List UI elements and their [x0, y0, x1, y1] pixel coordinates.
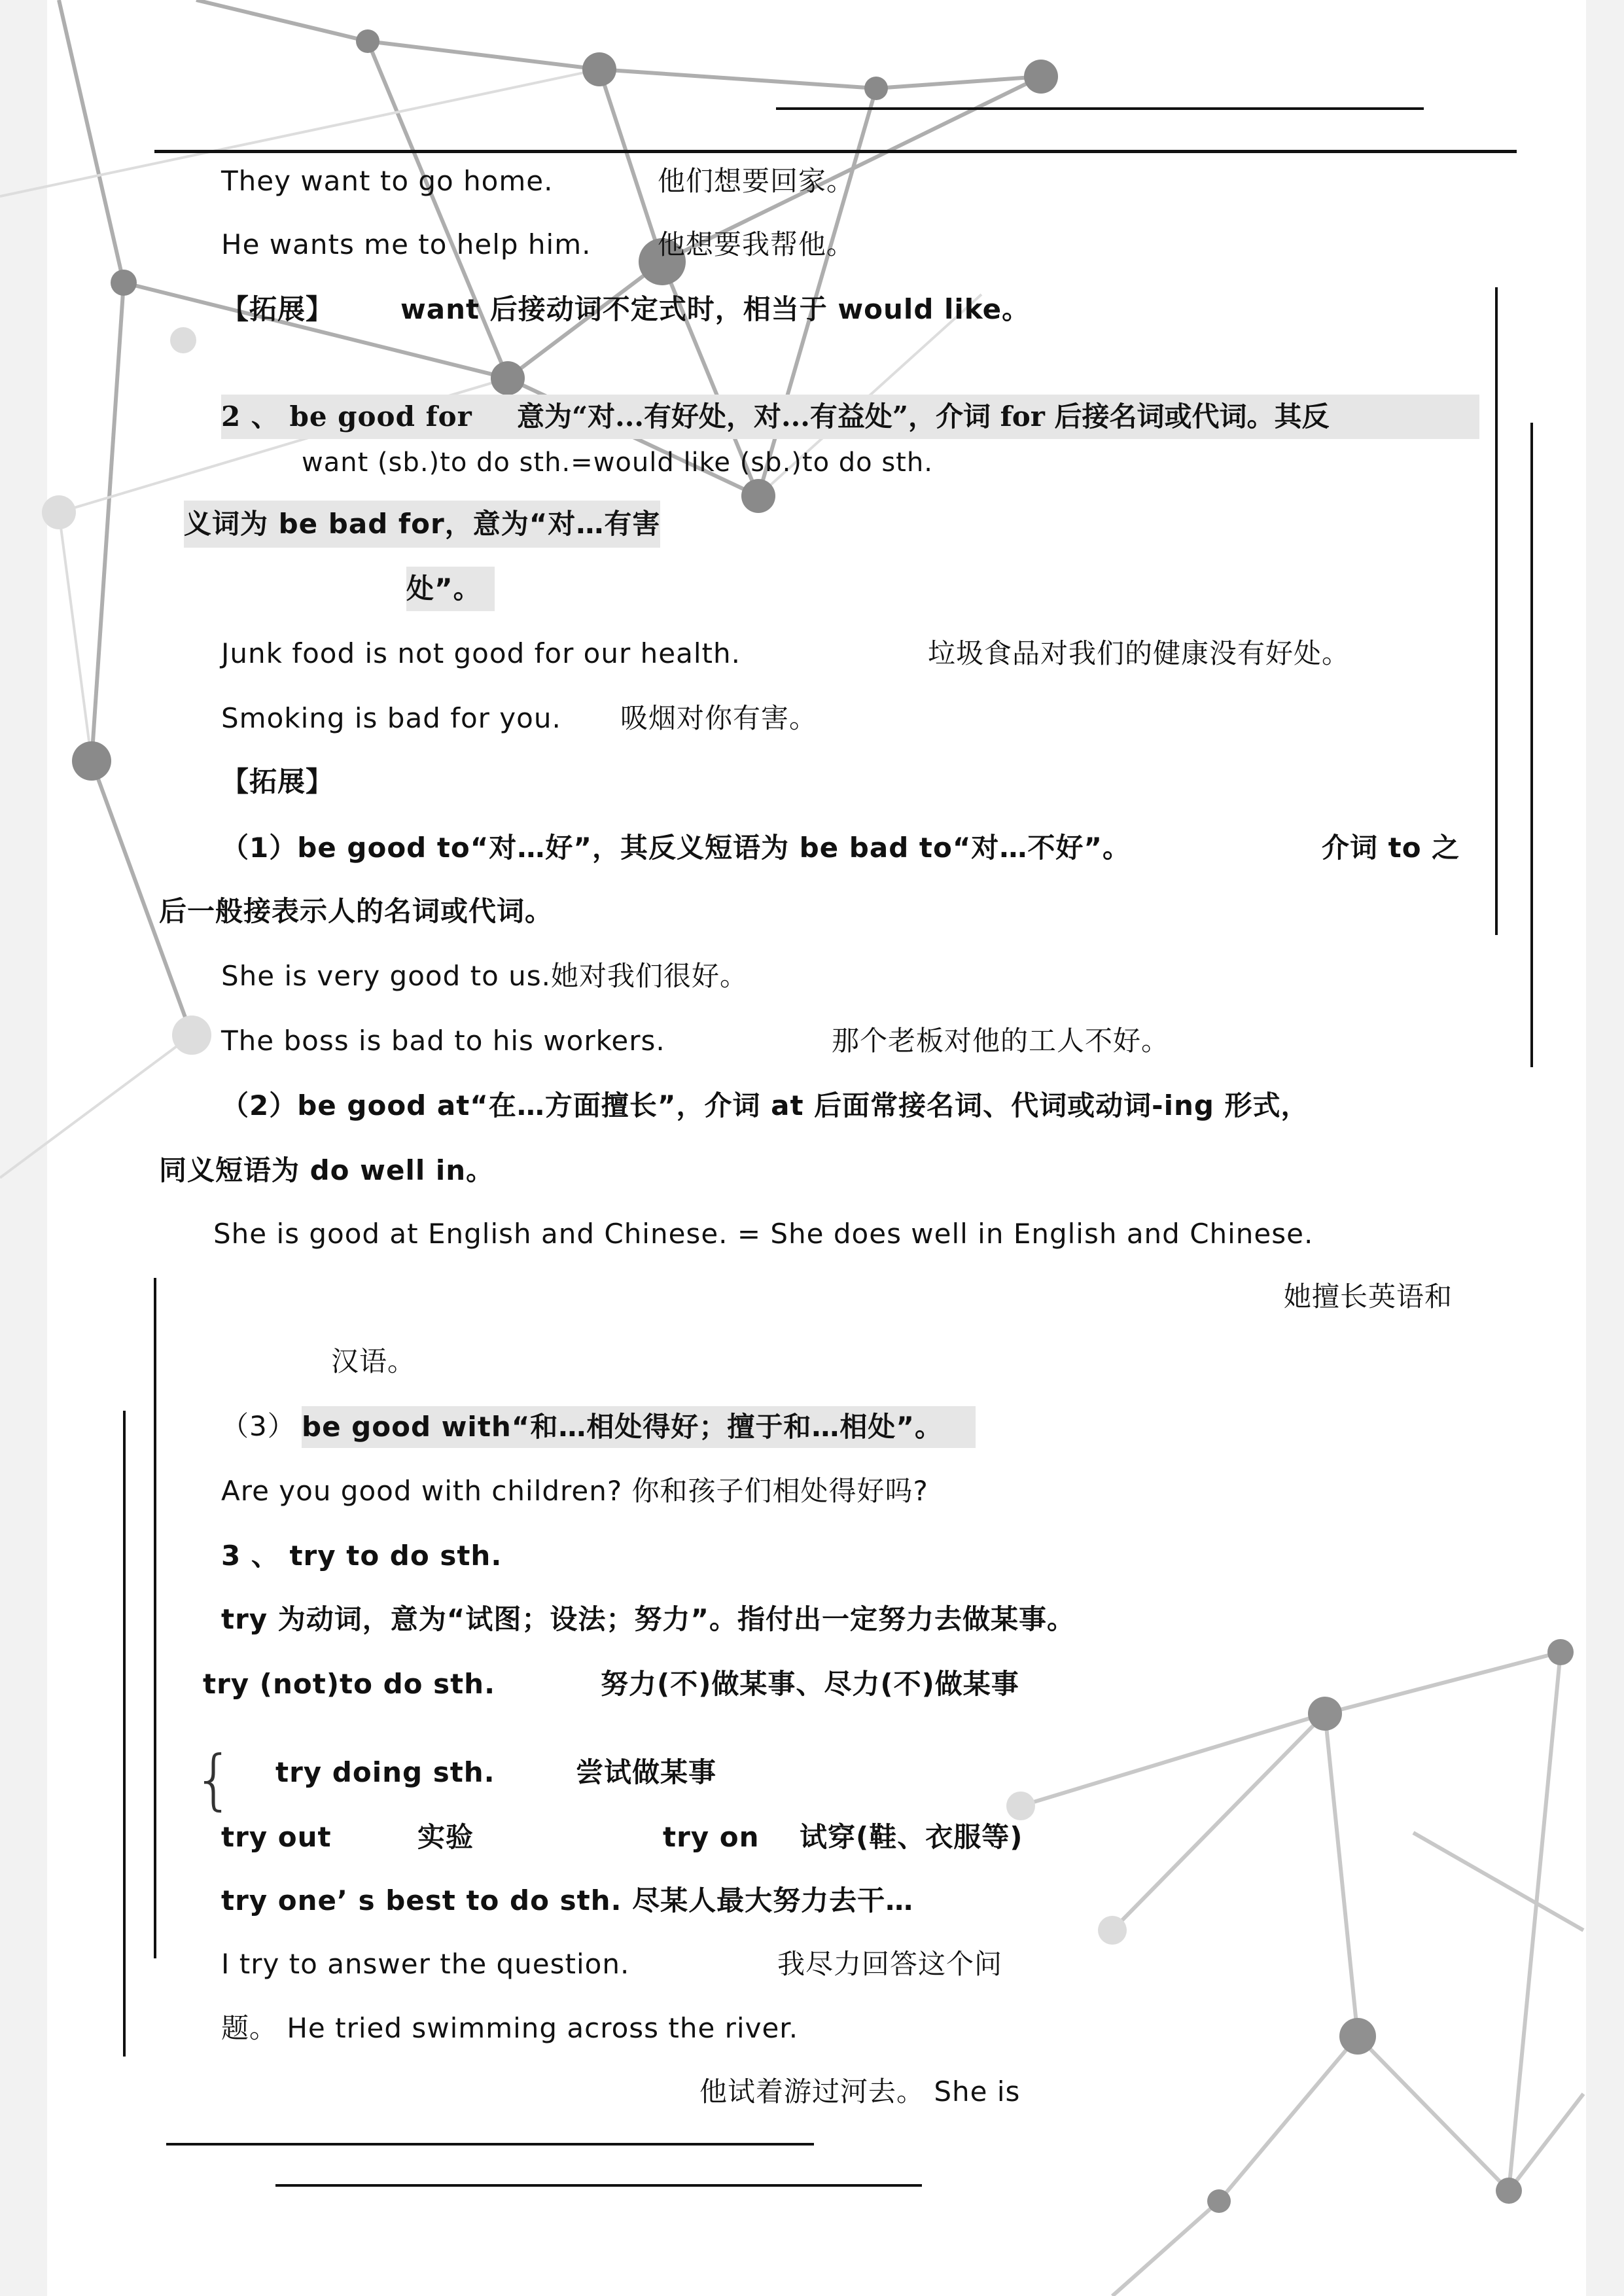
example-translation: 她擅长英语和	[1284, 1280, 1453, 1313]
phrase-meaning: 实验	[417, 1821, 474, 1853]
example-translation: 我尽力回答这个问	[777, 1948, 1003, 1980]
example-translation: 那个老板对他的工人不好。	[832, 1025, 1170, 1057]
left-vertical-rule-2	[123, 1411, 126, 2057]
example-sentence: The boss is bad to his workers.	[221, 1025, 665, 1057]
bottom-rule-1	[166, 2143, 814, 2146]
example-sentence: Junk food is not good for our health.	[221, 637, 741, 669]
section-definition: 意为“对...有好处，对...有益处”，介词 for 后接名词或代词。其反	[517, 400, 1330, 433]
left-vertical-rule-1	[154, 1278, 156, 1958]
phrase: try one’ s best to do sth. 尽某人最大努力去干…	[221, 1884, 914, 1916]
subpoint-3-number: （3）	[221, 1410, 296, 1442]
antonym-note: 义词为 be bad for，意为“对…有害	[184, 501, 660, 548]
phrase-meaning: 试穿(鞋、衣服等)	[800, 1821, 1023, 1853]
example-translation: 他想要我帮他。	[658, 228, 855, 260]
usage-note: want (sb.)to do sth.=would like (sb.)to do sth.	[302, 448, 933, 478]
subpoint-2: （2）be good at“在…方面擅长”，介词 at 后面常接名词、代词或动词-ing 形式，	[221, 1089, 1309, 1122]
section-heading: 3 、 try to do sth.	[221, 1540, 503, 1572]
example-sentence: 题。 He tried swimming across the river.	[221, 2012, 799, 2044]
bottom-rule-2	[275, 2184, 922, 2187]
example-sentence: She is very good to us.她对我们很好。	[221, 960, 748, 992]
subpoint-3: be good with“和…相处得好；擅于和…相处”。	[302, 1406, 976, 1448]
phrase-meaning: 努力(不)做某事、尽力(不)做某事	[601, 1668, 1019, 1700]
example-sentence: Are you good with children? 你和孩子们相处得好吗?	[221, 1475, 928, 1507]
phrase: try on	[663, 1821, 760, 1853]
extension-label: 【拓展】	[221, 766, 334, 798]
phrase: try out	[221, 1821, 332, 1853]
example-sentence: He wants me to help him.	[221, 228, 591, 260]
section-heading: 2 、 be good for	[221, 400, 472, 433]
subpoint-1: （1）be good to“对…好”，其反义短语为 be bad to“对…不好”。	[221, 832, 1131, 864]
antonym-note-end: 处”。	[406, 567, 495, 611]
subpoint-1-cont: 后一般接表示人的名词或代词。	[159, 895, 554, 927]
phrase-meaning: 尝试做某事	[576, 1756, 717, 1788]
example-translation: 汉语。	[331, 1345, 416, 1377]
example-sentence: She is good at English and Chinese. = She does well in English and Chinese.	[213, 1218, 1314, 1250]
subpoint-1-cont: 介词 to 之	[1322, 832, 1460, 864]
example-sentence: They want to go home.	[221, 165, 554, 197]
top-rule-long	[154, 150, 1517, 153]
section-definition: try 为动词，意为“试图；设法；努力”。指付出一定努力去做某事。	[221, 1603, 1075, 1635]
top-rule-short	[776, 107, 1424, 110]
phrase: try doing sth.	[275, 1756, 495, 1788]
example-sentence: Smoking is bad for you.	[221, 702, 561, 734]
subpoint-2-cont: 同义短语为 do well in。	[159, 1154, 495, 1186]
extension-label: 【拓展】	[221, 293, 334, 325]
example-translation: 他们想要回家。	[658, 165, 855, 197]
example-translation: 他试着游过河去。 She is	[699, 2075, 1021, 2108]
right-vertical-rule-2	[1530, 423, 1533, 1067]
example-translation: 垃圾食品对我们的健康没有好处。	[928, 637, 1350, 669]
example-translation: 吸烟对你有害。	[620, 702, 818, 734]
extension-note: want 后接动词不定式时，相当于 would like。	[400, 293, 1031, 325]
right-vertical-rule-1	[1495, 287, 1498, 935]
example-sentence: I try to answer the question.	[221, 1948, 630, 1980]
phrase: try (not)to do sth.	[203, 1668, 496, 1700]
brace-icon: {	[193, 1741, 236, 1818]
